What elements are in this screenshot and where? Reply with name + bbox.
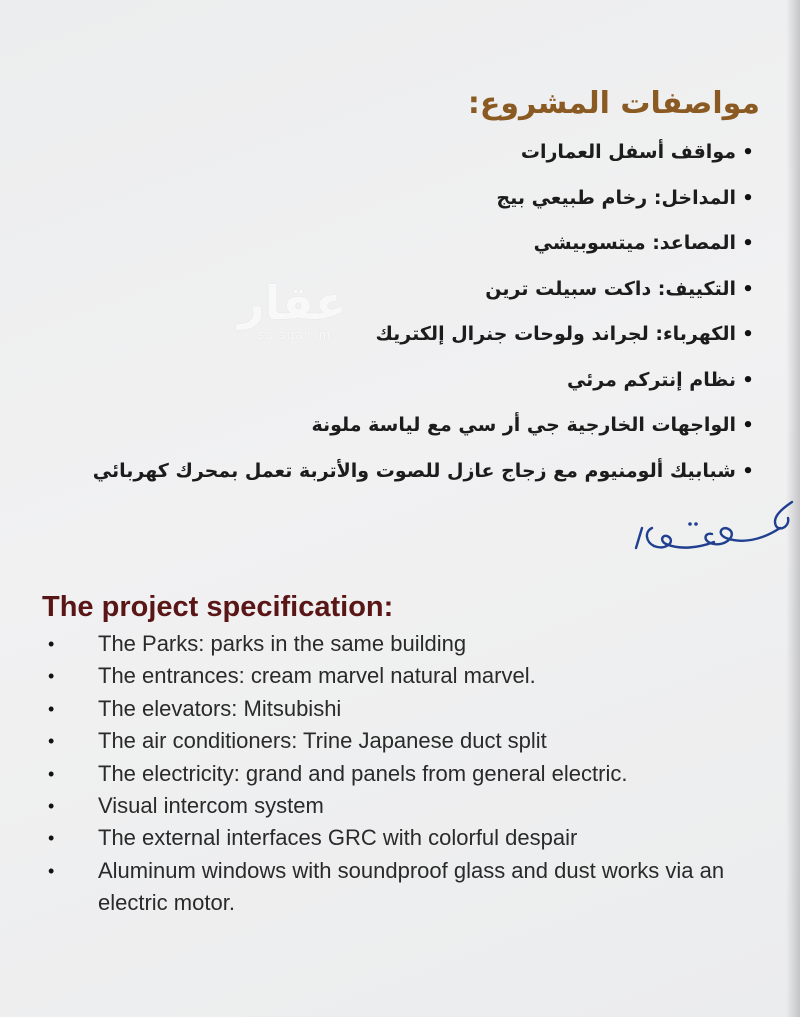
arabic-spec-item: •المصاعد: ميتسوبيشي [20,221,760,267]
arabic-spec-item: •الكهرباء: لجراند ولوحات جنرال إلكتريك [20,312,760,358]
bullet-icon: • [742,324,754,345]
bullet-icon: • [742,187,754,209]
bullet-icon: • [742,415,754,436]
arabic-spec-item: •مواقف أسفل العمارات [20,130,760,176]
arabic-spec-item: •الواجهات الخارجية جي أر سي مع لياسة ملونة [20,403,760,449]
bullet-icon: • [48,731,55,752]
english-spec-item: • The electricity: grand and panels from general electric. [42,758,762,790]
arabic-spec-item: •شبابيك ألومنيوم مع زجاج عازل للصوت والأتربة تعمل بمحرك كهربائي [20,449,760,495]
english-spec-list [42,628,762,920]
arabic-spec-item: •المداخل: رخام طبيعي بيج [20,176,760,222]
bullet-icon: • [48,666,55,687]
english-spec-item: • Aluminum windows with soundproof glass and dust works via an electric motor. [42,855,762,920]
bullet-icon: • [48,796,55,817]
bullet-icon: • [48,828,55,849]
english-specification-section [42,588,762,920]
bullet-icon: • [742,233,754,254]
english-section-title: The project specification: [42,591,394,623]
bullet-icon: • [48,763,55,784]
aqar-watermark [238,278,346,342]
watermark-domain-text: sa.aqar.fm [258,328,332,342]
arabic-spec-list [20,130,760,494]
arabic-spec-item: •نظام إنتركم مرئي [20,358,760,404]
english-spec-item: • The entrances: cream marvel natural marvel. [42,660,762,692]
english-spec-item: • The air conditioners: Trine Japanese duct split [42,725,762,757]
handwritten-annotation [630,488,800,568]
bullet-icon: • [742,369,754,391]
english-spec-item: • Visual intercom system [42,790,762,822]
arabic-specification-section [20,82,760,494]
watermark-logo-text: عقار [238,276,347,330]
english-spec-item: • The Parks: parks in the same building [42,628,762,660]
arabic-section-title: مواصفات المشروع: [467,86,760,121]
bullet-icon: • [48,698,55,719]
bullet-icon: • [742,460,754,482]
bullet-icon: • [48,860,55,881]
bullet-icon: • [742,142,754,163]
bullet-icon: • [742,278,754,300]
arabic-spec-item: •التكييف: داكت سبيلت ترين [20,267,760,313]
english-spec-item: • The elevators: Mitsubishi [42,693,762,725]
english-spec-item: • The external interfaces GRC with colorful despair [42,822,762,854]
bullet-icon: • [48,634,55,654]
